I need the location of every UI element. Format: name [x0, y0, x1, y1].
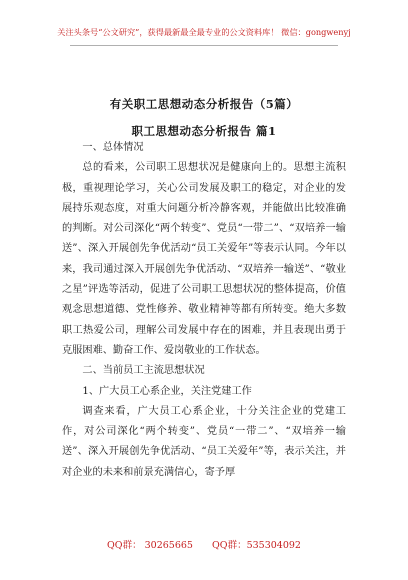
qq-group-2: QQ群：535304092: [212, 540, 301, 551]
paragraph-overview: 总的看来，公司职工思想状况是健康向上的。思想主流积极，重视理论学习，关心公司发展及职工的稳定，对企业的发展持乐观态度，对重大问题分析冷静客观，并能做出比较准确的判断。对公司深化“两个转变”、党员“一带二”、“双培养一输送”、深入开展创先争优活动“员工关爱年”等表示认同。今年以来，我司通过深入开展创先争优活动、“双培养一输送”、“敬业之星”评选等活动，促进了公司职工思想状况的整体提高，价值观念思想道德、党性修养、敬业精神等都有所转变。绝大多数职工热爱公司，理解公司发展中存在的困难，并且表现出勇于克服困难、勤奋工作、爱岗敬业的工作状态。: [62, 162, 346, 356]
header-divider: [70, 45, 338, 46]
subheading-1: 1、广大员工心系企业，关注党建工作: [82, 385, 252, 397]
heading-overview: 一、总体情况: [82, 142, 144, 153]
paragraph-survey: 调查来看，广大员工心系企业，十分关注企业的党建工作，对公司深化“两个转变”、党员“一带二”、“双培养一输送”、深入开展创先争优活动、“员工关爱年”等，表示关注，并对企业的未来和前景充满信心，寄予厚: [62, 405, 346, 478]
heading-current-status: 二、当前员工主流思想状况: [82, 365, 205, 377]
header-notice: 关注头条号“公文研究”，获得最新最全最专业的公文资料库！ 微信：gongwenyj: [57, 27, 351, 37]
footer-contact: [0, 537, 408, 551]
section-title: 职工思想动态分析报告 篇1: [131, 124, 277, 138]
document-title: 有关职工思想动态分析报告（5篇）: [109, 97, 299, 111]
qq-group-1: QQ群： 30265665: [107, 540, 193, 551]
document-body: [62, 138, 346, 483]
